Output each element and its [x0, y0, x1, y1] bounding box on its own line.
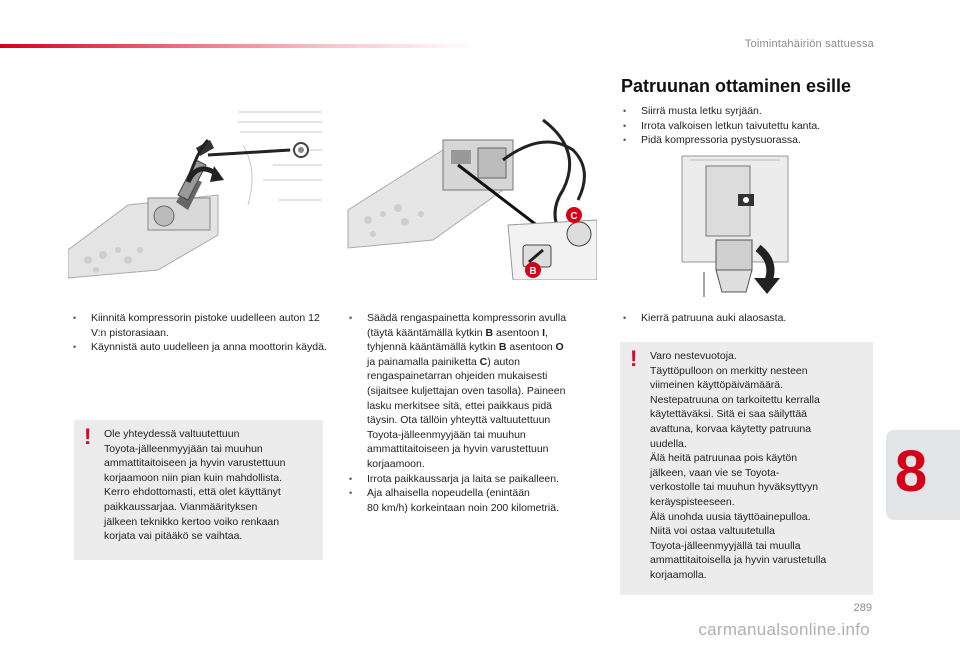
- list-item: • Irrota valkoisen letkun taivutettu kanta.: [623, 119, 821, 132]
- warning-line: ammattitaitoiseen ja hyvin varustettuun: [104, 457, 286, 470]
- warning-exclamation-icon: !: [84, 424, 92, 449]
- cartridge-unscrew-illustration-icon: [676, 152, 800, 302]
- warning-line: Ole yhteydessä valtuutettuun: [104, 428, 240, 440]
- warning-box-repair: [74, 420, 323, 560]
- list-item: • Irrota paikkaussarja ja laita se paikalleen.: [349, 472, 560, 485]
- list-item: • Pidä kompressoria pystysuorassa.: [623, 134, 801, 147]
- bullet-icon: •: [73, 313, 77, 323]
- figure-compressor-switch: [343, 110, 597, 280]
- warning-line: Niitä voi ostaa valtuutetulla: [650, 525, 775, 538]
- warning-line: käytettäväksi. Sitä ei saa säilyttää: [650, 408, 807, 421]
- chapter-header-title: Toimintahäiriön sattuessa: [744, 38, 874, 50]
- warning-line: viimeinen käyttöpäivämäärä.: [650, 379, 784, 392]
- warning-line: Toyota-jälleenmyyjällä tai muulla: [650, 539, 801, 552]
- warning-exclamation-icon: !: [630, 346, 638, 371]
- bullet-icon: •: [623, 313, 627, 323]
- warning-line: Täyttöpulloon on merkitty nesteen: [650, 364, 808, 377]
- warning-line: verkostolle tai muuhun hyväksyttyyn: [650, 481, 819, 494]
- column3-step-after-figure: [623, 311, 883, 326]
- warning-line: korjaamoon niin pian kuin mahdollista.: [104, 471, 283, 484]
- figure-cartridge: [676, 152, 800, 302]
- column1-steps: [73, 311, 333, 355]
- bullet-icon: •: [349, 473, 353, 484]
- warning-box-leak: [620, 342, 873, 595]
- section-title: Patruunan ottaminen esille: [621, 76, 852, 96]
- list-item: • Kierrä patruuna auki alaosasta.: [623, 312, 787, 324]
- bullet-icon: •: [349, 313, 353, 323]
- bullet-icon: •: [623, 106, 627, 116]
- warning-line: uudella.: [650, 437, 687, 450]
- warning-line: avattuna, korvaa käytetty patruuna: [650, 422, 812, 435]
- warning-line: Nestepatruuna on tarkoitettu kerralla: [650, 393, 820, 406]
- warning-line: Kerro ehdottomasti, että olet käyttänyt: [104, 486, 281, 499]
- watermark: carmanualsonline.info: [698, 620, 870, 639]
- warning-line: Toyota-jälleenmyyjään tai muuhun: [104, 442, 263, 455]
- bullet-icon: •: [623, 120, 627, 131]
- column3-steps: [623, 104, 883, 148]
- warning-line: korjaamolla.: [650, 568, 707, 581]
- warning-line: keräyspisteeseen.: [650, 495, 735, 508]
- warning-line: korjata vai pitääkö se vaihtaa.: [104, 530, 243, 543]
- column2-steps: [349, 311, 609, 515]
- callout-b: B: [529, 266, 537, 277]
- warning-line: Älä heitä patruunaa pois käytön: [650, 452, 798, 465]
- compressor-hose-illustration-icon: [68, 110, 322, 280]
- list-item: • Kiinnitä kompressorin pistoke uudelleen auton 12 V:n pistorasiaan.: [73, 312, 320, 339]
- bullet-icon: •: [623, 135, 627, 146]
- callout-c: C: [570, 211, 578, 222]
- page-number: 289: [853, 602, 872, 614]
- list-item: • Siirrä musta letku syrjään.: [623, 105, 762, 117]
- figure-compressor-hose: [68, 110, 322, 280]
- warning-line: jälkeen, vaan vie se Toyota-: [650, 466, 780, 479]
- header-accent-bar: [0, 44, 480, 48]
- list-item: • Säädä rengaspainetta kompressorin avulla (täytä kääntämällä kytkin B asentoon I, tyhjennä kääntämällä kytkin B asentoon O ja painamalla painiketta C) auton rengaspainetarran ohjeiden mukaisesti (sijaitsee kuljettajan oven tasolla). Paineen lasku merkitsee sitä, ettei paikkaus pidä täysin. Ota tällöin yhteyttä valtuutettuun Toyota-jälleenmyyjään tai muuhun ammattitaitoiseen ja hyvin varustettuun korjaamoon.: [349, 312, 567, 470]
- bullet-icon: •: [73, 342, 77, 353]
- warning-line: Älä unohda uusia täyttöainepulloa.: [650, 510, 811, 523]
- warning-line: ammattitaitoisella ja hyvin varustetulla: [650, 554, 827, 567]
- chapter-number: 8: [894, 439, 928, 504]
- list-item: • Käynnistä auto uudelleen ja anna moottorin käydä.: [73, 341, 327, 354]
- compressor-switch-illustration-icon: [343, 110, 597, 280]
- warning-line: jälkeen teknikko kertoo voiko renkaan: [104, 515, 280, 528]
- warning-line: Varo nestevuotoja.: [650, 350, 737, 362]
- list-item: • Aja alhaisella nopeudella (enintään 80 km/h) korkeintaan noin 200 kilometriä.: [349, 487, 560, 514]
- warning-line: paikkaussarjaa. Vianmäärityksen: [104, 500, 258, 513]
- bullet-icon: •: [349, 488, 353, 499]
